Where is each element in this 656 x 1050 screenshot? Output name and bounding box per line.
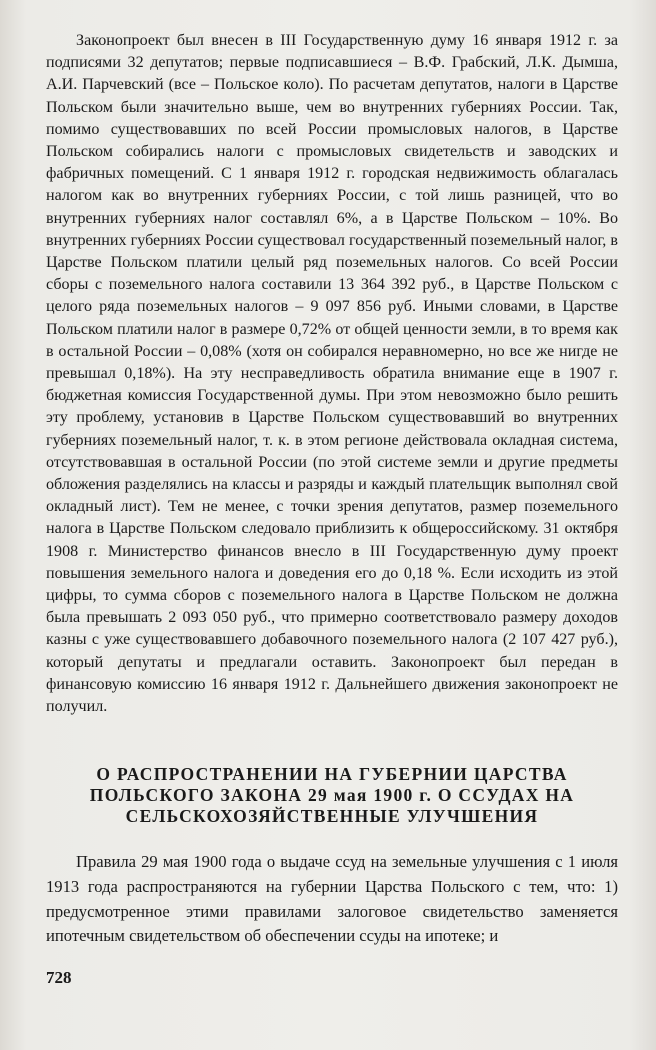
section-paragraph: Правила 29 мая 1900 года о выдаче ссуд на земельные улучшения с 1 июля 1913 года распространяются на губернии Царства Польского с тем, что: 1) предусмотренное этими правилами залоговое свидетельство заменяется ипотечным свидетельством об обеспечении ссуды на ипотеке; и (46, 852, 618, 946)
section-heading: О РАСПРОСТРАНЕНИИ НА ГУБЕРНИИ ЦАРСТВА ПОЛЬСКОГО ЗАКОНА 29 мая 1900 г. О ССУДАХ НА СЕЛЬСКОХОЗЯЙСТВЕННЫЕ УЛУЧШЕНИЯ (89, 764, 575, 826)
section-text (46, 850, 618, 949)
page-number: 728 (46, 968, 72, 987)
body-paragraph: Законопроект был внесен в III Государственную думу 16 января 1912 г. за подписями 32 депутатов; первые подписавшиеся – В.Ф. Грабский, Л.К. Дымша, А.И. Парчевский (все – Польское коло). По расчетам депутатов, налоги в Царстве Польском были значительно выше, чем во внутренних губерниях России. Так, помимо существовавших по всей России промысловых налогов, в Царстве Польском собирались налоги с промысловых свидетельств и заводских и фабричных помещений. С 1 января 1912 г. городская недвижимость облагалась налогом как во внутренних губерниях России, с той лишь разницей, что во внутренних губерниях налог составлял 6%, а в Царстве Польском – 10%. Во внутренних губерниях России существовал государственный поземельный налог, в Царстве Польском платили целый ряд поземельных налогов. Со всей России сборы с поземельного налога составили 13 364 392 руб., в Царстве Польском с целого ряда поземельных налогов – 9 097 856 руб. Иными словами, в Царстве Польском платили налог в размере 0,72% от общей ценности земли, в то время как в остальной России – 0,08% (хотя он собирался неравномерно, но все же нигде не превышал 0,18%). На эту несправедливость обратила внимание еще в 1907 г. бюджетная комиссия Государственной думы. При этом невозможно было решить эту проблему, установив в Царстве Польском существовавший во внутренних губерниях поземельный налог, т. к. в этом регионе действовала окладная система, отсутствовавшая в остальной России (по этой системе земли и другие предметы обложения разделялись на классы и разряды и каждый плательщик выполнял свой окладный лист). Тем не менее, с точки зрения депутатов, размер поземельного налога в Царстве Польском следовало приблизить к общероссийскому. 31 октября 1908 г. Министерство финансов внесло в III Государственную думу проект повышения земельного налога и доведения его до 0,18 %. Если исходить из этой цифры, то сумма сборов с поземельного налога в Царстве Польском не должна была превышать 2 093 050 руб., что примерно соответствовало размеру доходов казны с уже существовавшего добавочного поземельного налога (2 107 427 руб.), который депутаты и предлагали оставить. Законопроект был передан в финансовую комиссию 16 января 1912 г. Дальнейшего движения законопроект не получил. (46, 32, 618, 716)
body-text (46, 30, 618, 718)
